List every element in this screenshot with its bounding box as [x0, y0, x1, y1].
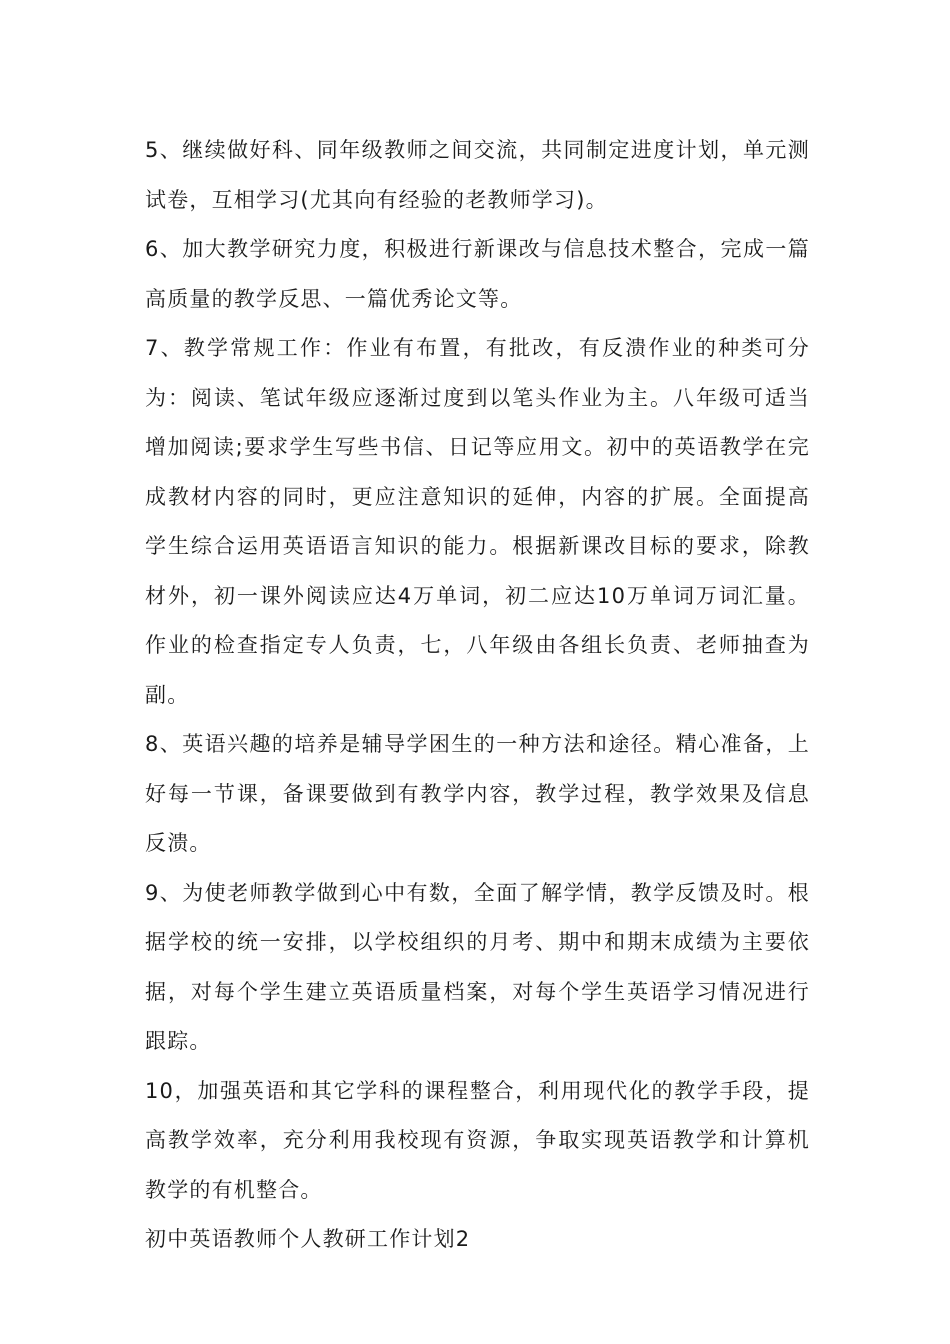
paragraph-item-8: 8、英语兴趣的培养是辅导学困生的一种方法和途径。精心准备，上好每一节课，备课要做到有教学内容，教学过程，教学效果及信息反溃。 — [145, 732, 810, 855]
paragraph-item-7: 7、教学常规工作：作业有布置，有批改，有反溃作业的种类可分为：阅读、笔试年级应逐渐过度到以笔头作业为主。八年级可适当增加阅读;要求学生写些书信、日记等应用文。初中的英语教学在完成教材内容的同时，更应注意知识的延伸，内容的扩展。全面提高学生综合运用英语语言知识的能力。根据新课改目标的要求，除教材外，初一课外阅读应达4万单词，初二应达10万单词万词汇量。作业的检查指定专人负责，七，八年级由各组长负责、老师抽查为副。 — [145, 336, 810, 707]
document-body — [145, 126, 810, 1265]
section-heading: 初中英语教师个人教研工作计划2 — [145, 1227, 471, 1251]
paragraph-item-9: 9、为使老师教学做到心中有数，全面了解学情，教学反馈及时。根据学校的统一安排，以学校组织的月考、期中和期末成绩为主要依据，对每个学生建立英语质量档案，对每个学生英语学习情况进行跟踪。 — [145, 880, 810, 1053]
paragraph-item-10: 10，加强英语和其它学科的课程整合，利用现代化的教学手段，提高教学效率，充分利用我校现有资源，争取实现英语教学和计算机教学的有机整合。 — [145, 1078, 810, 1202]
paragraph-item-5: 5、继续做好科、同年级教师之间交流，共同制定进度计划，单元测试卷，互相学习(尤其向有经验的老教师学习)。 — [145, 138, 810, 212]
paragraph-item-6: 6、加大教学研究力度，积极进行新课改与信息技术整合，完成一篇高质量的教学反思、一篇优秀论文等。 — [145, 237, 810, 311]
